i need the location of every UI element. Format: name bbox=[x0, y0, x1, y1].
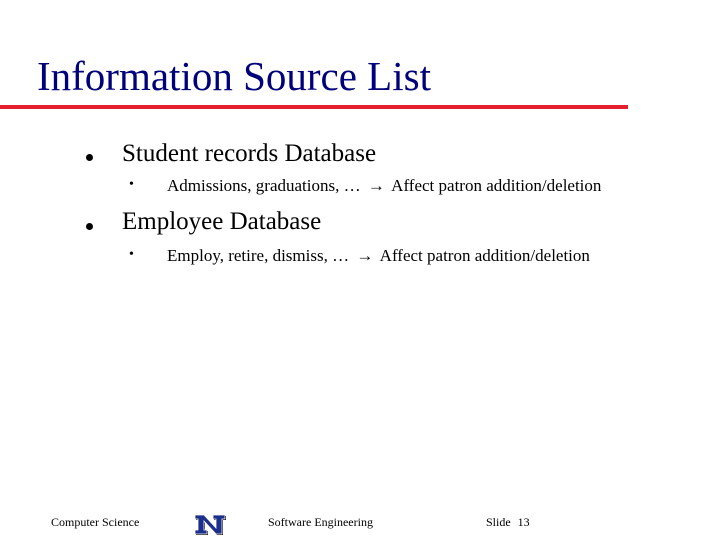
bullet-2-sub-item bbox=[167, 247, 590, 264]
footer-center: Software Engineering bbox=[268, 515, 373, 529]
bullet-2-text: Employee Database bbox=[122, 208, 322, 235]
footer-left: Computer Science bbox=[51, 515, 140, 529]
slide-number: 13 bbox=[517, 515, 530, 529]
bullet-1-sub-item bbox=[167, 177, 601, 194]
bullet-1-sub-text-before: Admissions, graduations, … bbox=[167, 176, 361, 195]
right-arrow-icon: → bbox=[367, 176, 385, 195]
right-arrow-icon: → bbox=[356, 246, 374, 265]
bullet-1-text: Student records Database bbox=[122, 140, 377, 167]
bullet-2-sub-text-before: Employ, retire, dismiss, … bbox=[167, 246, 350, 265]
title-underline bbox=[0, 105, 628, 109]
bullet-2-marker bbox=[86, 223, 93, 230]
bullet-1-marker bbox=[86, 154, 93, 161]
bullet-2-sub-marker: • bbox=[129, 247, 134, 262]
bullet-2-sub-text-after: Affect patron addition/deletion bbox=[379, 246, 590, 265]
slide-number-block bbox=[486, 516, 530, 528]
bullet-1-sub-text-after: Affect patron addition/deletion bbox=[391, 176, 602, 195]
slide-title: Information Source List bbox=[37, 53, 431, 99]
university-logo-icon bbox=[193, 512, 227, 536]
bullet-1-sub-marker: • bbox=[129, 177, 134, 192]
slide-label: Slide bbox=[486, 515, 511, 529]
